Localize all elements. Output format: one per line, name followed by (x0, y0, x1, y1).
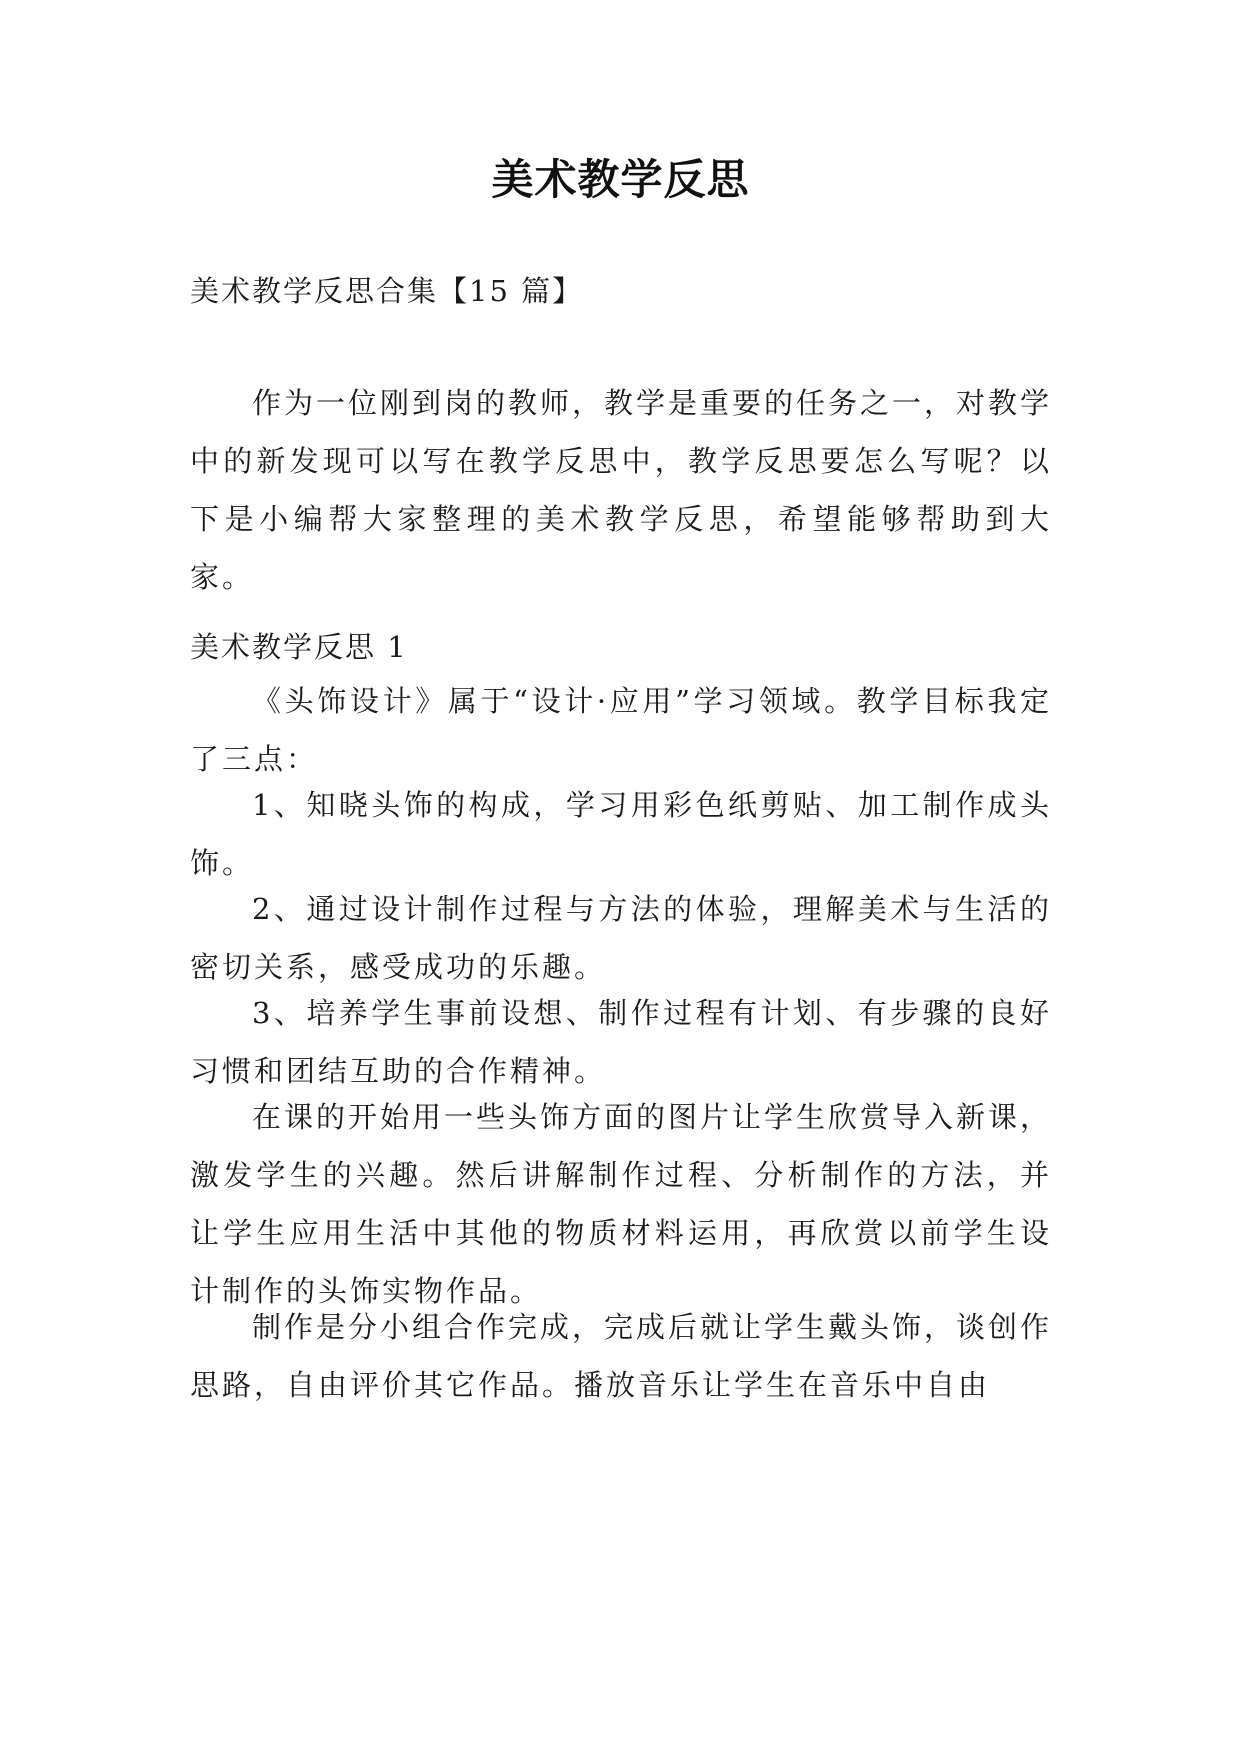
body-paragraph: 3、培养学生事前设想、制作过程有计划、有步骤的良好习惯和团结互助的合作精神。 (190, 996, 1052, 1088)
body-paragraph: 制作是分小组合作完成，完成后就让学生戴头饰，谈创作思路，自由评价其它作品。播放音乐让学生在音乐中自由 (190, 1310, 1053, 1402)
section-heading: 美术教学反思 1 (190, 630, 408, 664)
body-paragraph: 2、通过设计制作过程与方法的体验，理解美术与生活的密切关系，感受成功的乐趣。 (190, 892, 1052, 984)
document-title: 美术教学反思 (491, 155, 750, 204)
intro-paragraph: 作为一位刚到岗的教师，教学是重要的任务之一，对教学中的新发现可以写在教学反思中，教学反思要怎么写呢？以下是小编帮大家整理的美术教学反思，希望能够帮助到大家。 (190, 386, 1053, 594)
document-subtitle: 美术教学反思合集【15 篇】 (190, 274, 584, 308)
body-paragraph: 1、知晓头饰的构成，学习用彩色纸剪贴、加工制作成头饰。 (190, 788, 1052, 880)
body-paragraph: 《头饰设计》属于“设计·应用”学习领域。教学目标我定了三点： (190, 684, 1052, 776)
body-paragraph: 在课的开始用一些头饰方面的图片让学生欣赏导入新课，激发学生的兴趣。然后讲解制作过程、分析制作的方法，并让学生应用生活中其他的物质材料运用，再欣赏以前学生设计制作的头饰实物作品。 (190, 1100, 1053, 1308)
